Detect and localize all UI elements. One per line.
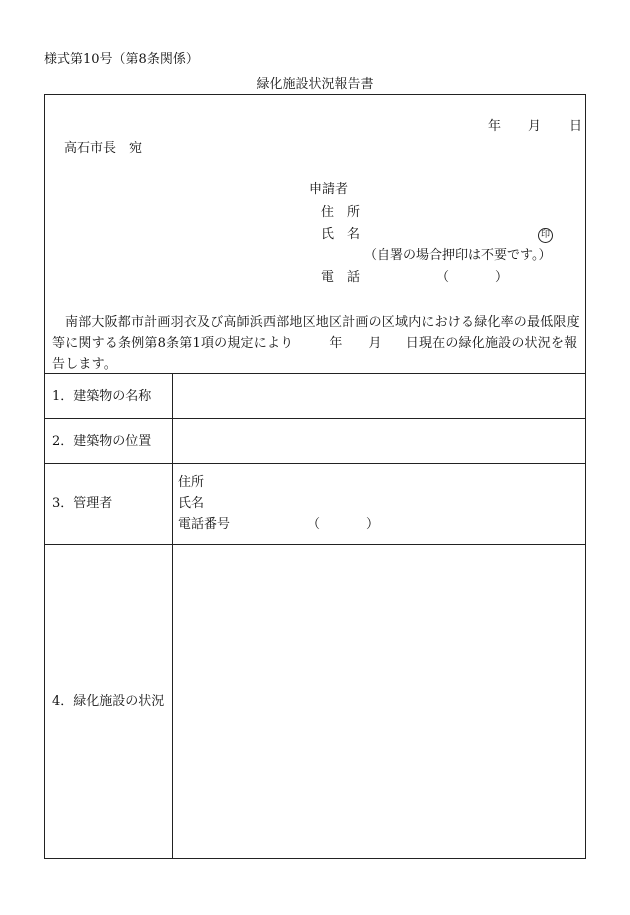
manager-phone-paren-open: （	[307, 517, 321, 532]
phone-paren-close: ）	[495, 270, 509, 285]
row-divider-2	[44, 463, 586, 464]
date-month-label: 月	[528, 119, 542, 134]
document-title: 緑化施設状況報告書	[256, 77, 374, 92]
row-divider-3	[44, 544, 586, 545]
row-label-building-location: 2．建築物の位置	[52, 434, 152, 449]
form-number-label: 様式第10号（第8条関係）	[44, 52, 199, 67]
seal-mark: 印	[538, 228, 553, 243]
report-statement	[52, 312, 582, 375]
applicant-phone-label: 電 話	[321, 270, 361, 285]
row-label-manager: 3．管理者	[52, 496, 113, 511]
row-label-greening-status: 4．緑化施設の状況	[52, 694, 165, 709]
applicant-address-label: 住 所	[321, 205, 361, 220]
applicant-name-label: 氏 名	[321, 227, 361, 242]
row-label-building-name: 1．建築物の名称	[52, 389, 152, 404]
row-divider-1	[44, 418, 586, 419]
addressee: 高石市長 宛	[64, 141, 143, 156]
statement-month: 月	[368, 336, 382, 351]
column-divider	[172, 373, 173, 859]
statement-part-1: 南部大阪都市計画羽衣及び高師浜西部地区地区計画の区域内における緑化率の最低限度等に関する条例第8条第1項の規定により	[52, 315, 580, 351]
form-frame	[44, 94, 586, 859]
statement-year: 年	[329, 336, 343, 351]
seal-note: （自署の場合押印は不要です。）	[364, 248, 552, 263]
manager-name-label: 氏名	[178, 496, 205, 511]
manager-phone-label: 電話番号	[178, 517, 231, 532]
date-year-label: 年	[488, 119, 502, 134]
manager-phone-paren-close: ）	[366, 517, 380, 532]
manager-address-label: 住所	[178, 475, 205, 490]
applicant-heading: 申請者	[309, 182, 349, 197]
date-day-label: 日	[569, 119, 583, 134]
seal-icon	[538, 226, 553, 243]
statement-part-2: 日現在の緑化施設の状況を報告します。	[52, 336, 578, 372]
phone-paren-open: （	[436, 270, 450, 285]
